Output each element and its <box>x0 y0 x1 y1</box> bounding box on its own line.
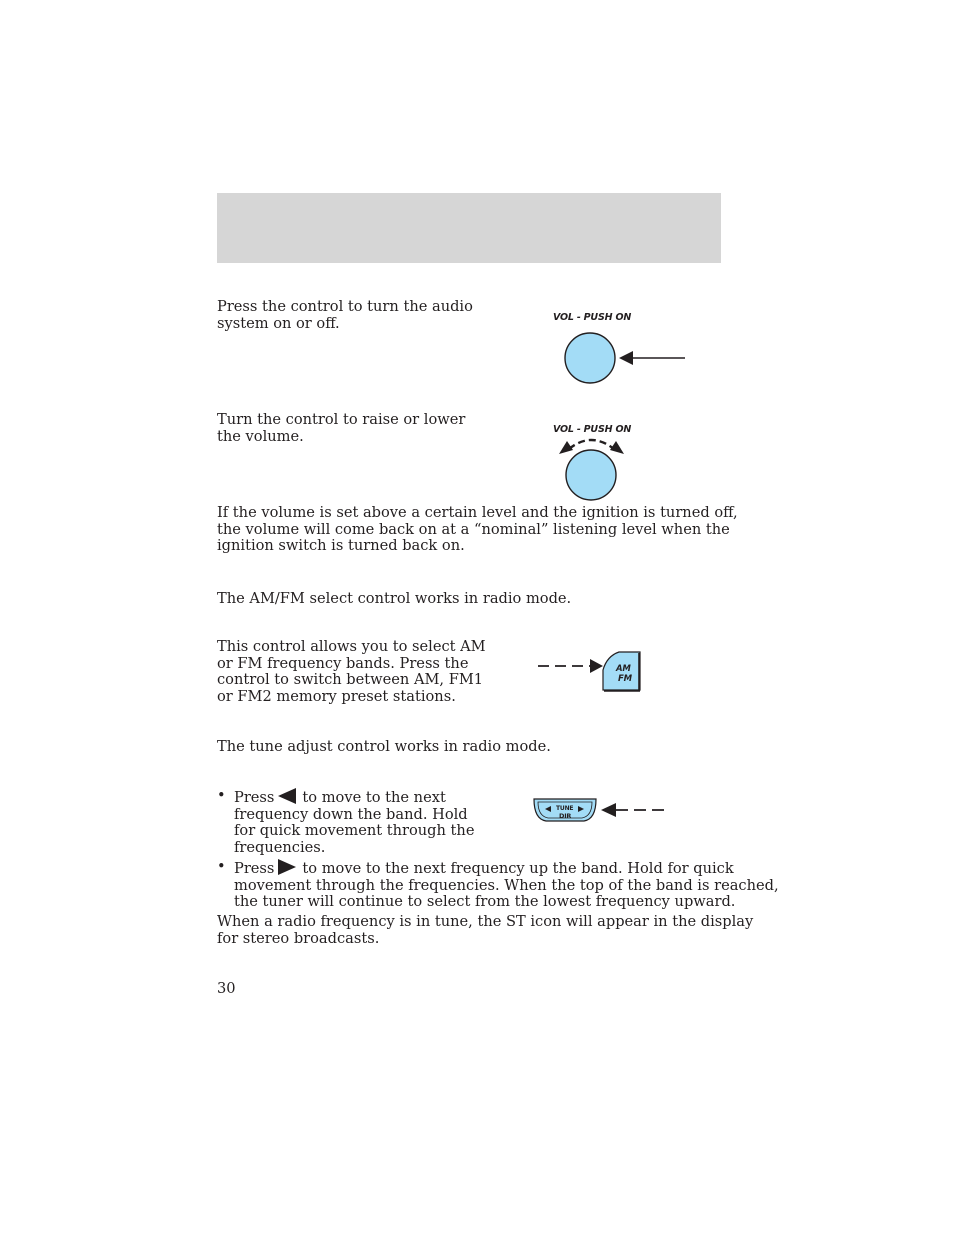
tune-label-top: TUNE <box>556 805 574 812</box>
press-word: Press <box>234 789 275 806</box>
vol-knob-turn-icon <box>548 417 648 505</box>
amfm-figure <box>535 648 645 694</box>
amfm-label-fm: FM <box>618 674 632 684</box>
amfm-label-am: AM <box>616 664 631 674</box>
stereo-text: When a radio frequency is in tune, the ST icon will appear in the display for stereo broadcasts. <box>217 913 754 947</box>
vol-turn-figure <box>548 417 648 505</box>
section-header-band <box>217 193 721 263</box>
vol-push-label: VOL - PUSH ON <box>553 312 632 323</box>
press-word: Press <box>234 860 275 877</box>
nominal-volume-text: If the volume is set above a certain level and the ignition is turned off, the volume will come back on at a “nominal” listening level when the ignition switch is turned back on. <box>217 504 738 555</box>
vol-turn-label: VOL - PUSH ON <box>553 424 632 435</box>
vol-turn-text: Turn the control to raise or lower the volume. <box>217 411 466 445</box>
vol-push-figure <box>548 305 693 390</box>
tune-figure <box>532 797 672 825</box>
tune-mode-text: The tune adjust control works in radio mode. <box>217 738 551 755</box>
right-triangle-icon <box>278 859 296 875</box>
page-number: 30 <box>217 980 236 997</box>
amfm-mode-text: The AM/FM select control works in radio mode. <box>217 590 572 607</box>
vol-push-text: Press the control to turn the audio system on or off. <box>217 298 473 332</box>
tune-label-bottom: DIR <box>559 812 572 820</box>
left-triangle-icon <box>278 788 296 804</box>
tune-button-icon <box>532 797 672 825</box>
vol-knob-push-icon <box>548 305 693 390</box>
amfm-desc-text: This control allows you to select AM or FM frequency bands. Press the control to switch between AM, FM1 or FM2 memory preset stations. <box>217 638 486 705</box>
